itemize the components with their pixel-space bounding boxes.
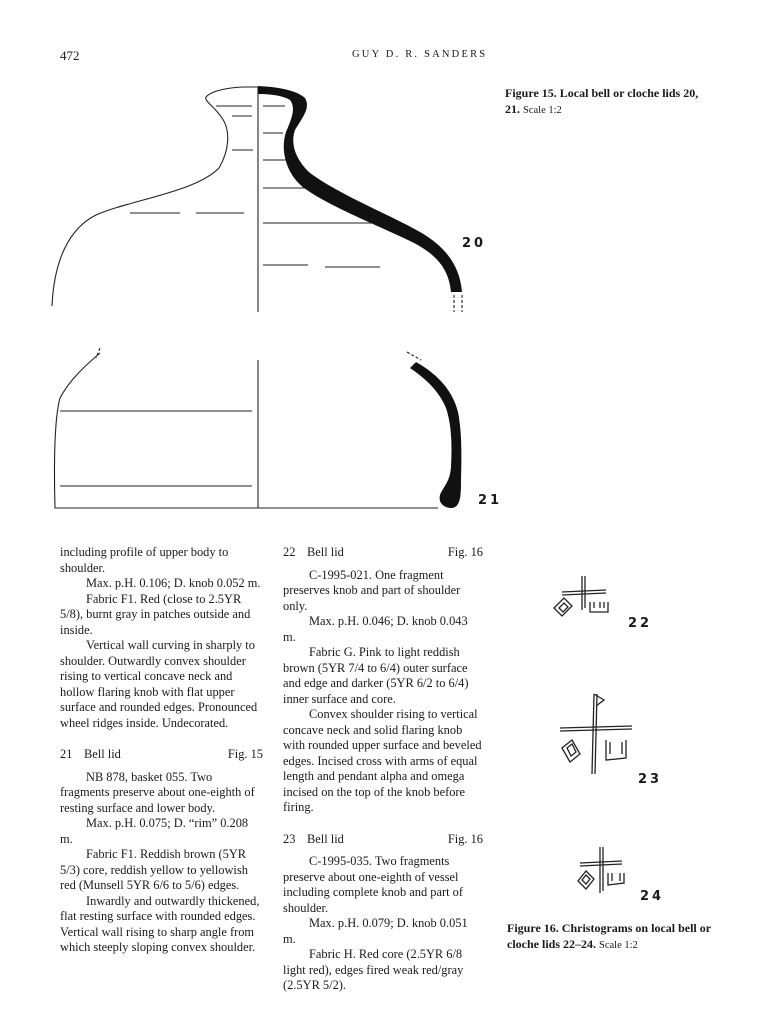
page-number: 472 bbox=[60, 48, 80, 63]
entry-20-description: Vertical wall curving in sharply to shoulder. Outwardly convex shoulder rising to vertical concave neck and hollow flaring knob with flat upper surface and rounded edges. Pronounced wheel ridges inside. Undecorated. bbox=[60, 638, 258, 730]
entry-21-dimensions: Max. p.H. 0.075; D. “rim” 0.208 m. bbox=[60, 816, 249, 846]
figure-15-label-20: 20 bbox=[462, 236, 487, 251]
figure-16-label-22: 22 bbox=[628, 616, 653, 631]
christogram-23 bbox=[548, 690, 638, 780]
lid-21-profile bbox=[55, 353, 438, 508]
entry-21-fabric: Fabric F1. Reddish brown (5YR 5/3) core, reddish yellow to yellowish red (Munsell 5YR 6/6 to 5/6) edges. bbox=[60, 847, 248, 892]
figure-16-caption: Figure 16. Christograms on local bell or cloche lids 22–24. Scale 1:2 bbox=[507, 921, 711, 951]
figure-16-label-24: 24 bbox=[640, 889, 665, 904]
entry-21-heading: 21 Bell lid Fig. 15 bbox=[60, 747, 263, 761]
entry-20-text: including profile of upper body to shoulder. bbox=[60, 545, 229, 575]
figure-15-caption: Figure 15. Local bell or cloche lids 20, 21. Scale 1:2 bbox=[505, 86, 699, 116]
entry-22-heading: 22 Bell lid Fig. 16 bbox=[283, 545, 483, 559]
christogram-24 bbox=[570, 843, 650, 903]
entry-22-intro: C-1995-021. One fragment preserves knob and part of shoulder only. bbox=[283, 567, 461, 613]
running-head: GUY D. R. SANDERS bbox=[352, 49, 488, 60]
entry-22-dimensions: Max. p.H. 0.046; D. knob 0.043 m. bbox=[283, 614, 468, 644]
figure-16-label-23: 23 bbox=[638, 772, 663, 787]
text-column-2 bbox=[283, 545, 483, 994]
entry-22-fabric: Fabric G. Pink to light reddish brown (5YR 7/4 to 6/4) outer surface and edge and darker (5YR 6/2 to 6/4) inner surface and core. bbox=[283, 645, 469, 706]
entry-23-intro: C-1995-035. Two fragments preserve about one-eighth of vessel including complete knob and part of shoulder. bbox=[283, 854, 463, 915]
entry-20-dimensions: Max. p.H. 0.106; D. knob 0.052 m. bbox=[86, 576, 261, 590]
entry-23-fabric: Fabric H. Red core (2.5YR 6/8 light red), edges fired weak red/gray (2.5YR 5/2). bbox=[283, 947, 464, 992]
lid-21-section bbox=[410, 362, 461, 508]
figure-15-label-21: 21 bbox=[478, 493, 503, 508]
entry-23-heading: 23 Bell lid Fig. 16 bbox=[283, 831, 483, 846]
lid-21-break bbox=[96, 348, 421, 360]
entry-20-fabric: Fabric F1. Red (close to 2.5YR 5/8), burnt gray in patches outside and inside. bbox=[60, 591, 251, 637]
entry-21-description: Inwardly and outwardly thickened, flat resting surface with rounded edges. Vertical wall rising to sharp angle from which steeply sloping convex shoulder. bbox=[60, 893, 260, 954]
text-column-1 bbox=[60, 545, 263, 956]
entry-22-description: Convex shoulder rising to vertical concave neck and solid flaring knob with rounded upper surface and beveled edges. Incised cross with arms of equal length and pendant alpha and omega incised on the top of the knob before firing. bbox=[283, 707, 482, 814]
lid-20-break bbox=[454, 295, 462, 312]
lid-20-section bbox=[258, 86, 462, 292]
entry-21-intro: NB 878, basket 055. Two fragments preserve about one-eighth of resting surface and lower body. bbox=[60, 769, 255, 815]
entry-23-dimensions: Max. p.H. 0.079; D. knob 0.051 m. bbox=[283, 916, 468, 946]
christogram-22 bbox=[548, 568, 628, 628]
